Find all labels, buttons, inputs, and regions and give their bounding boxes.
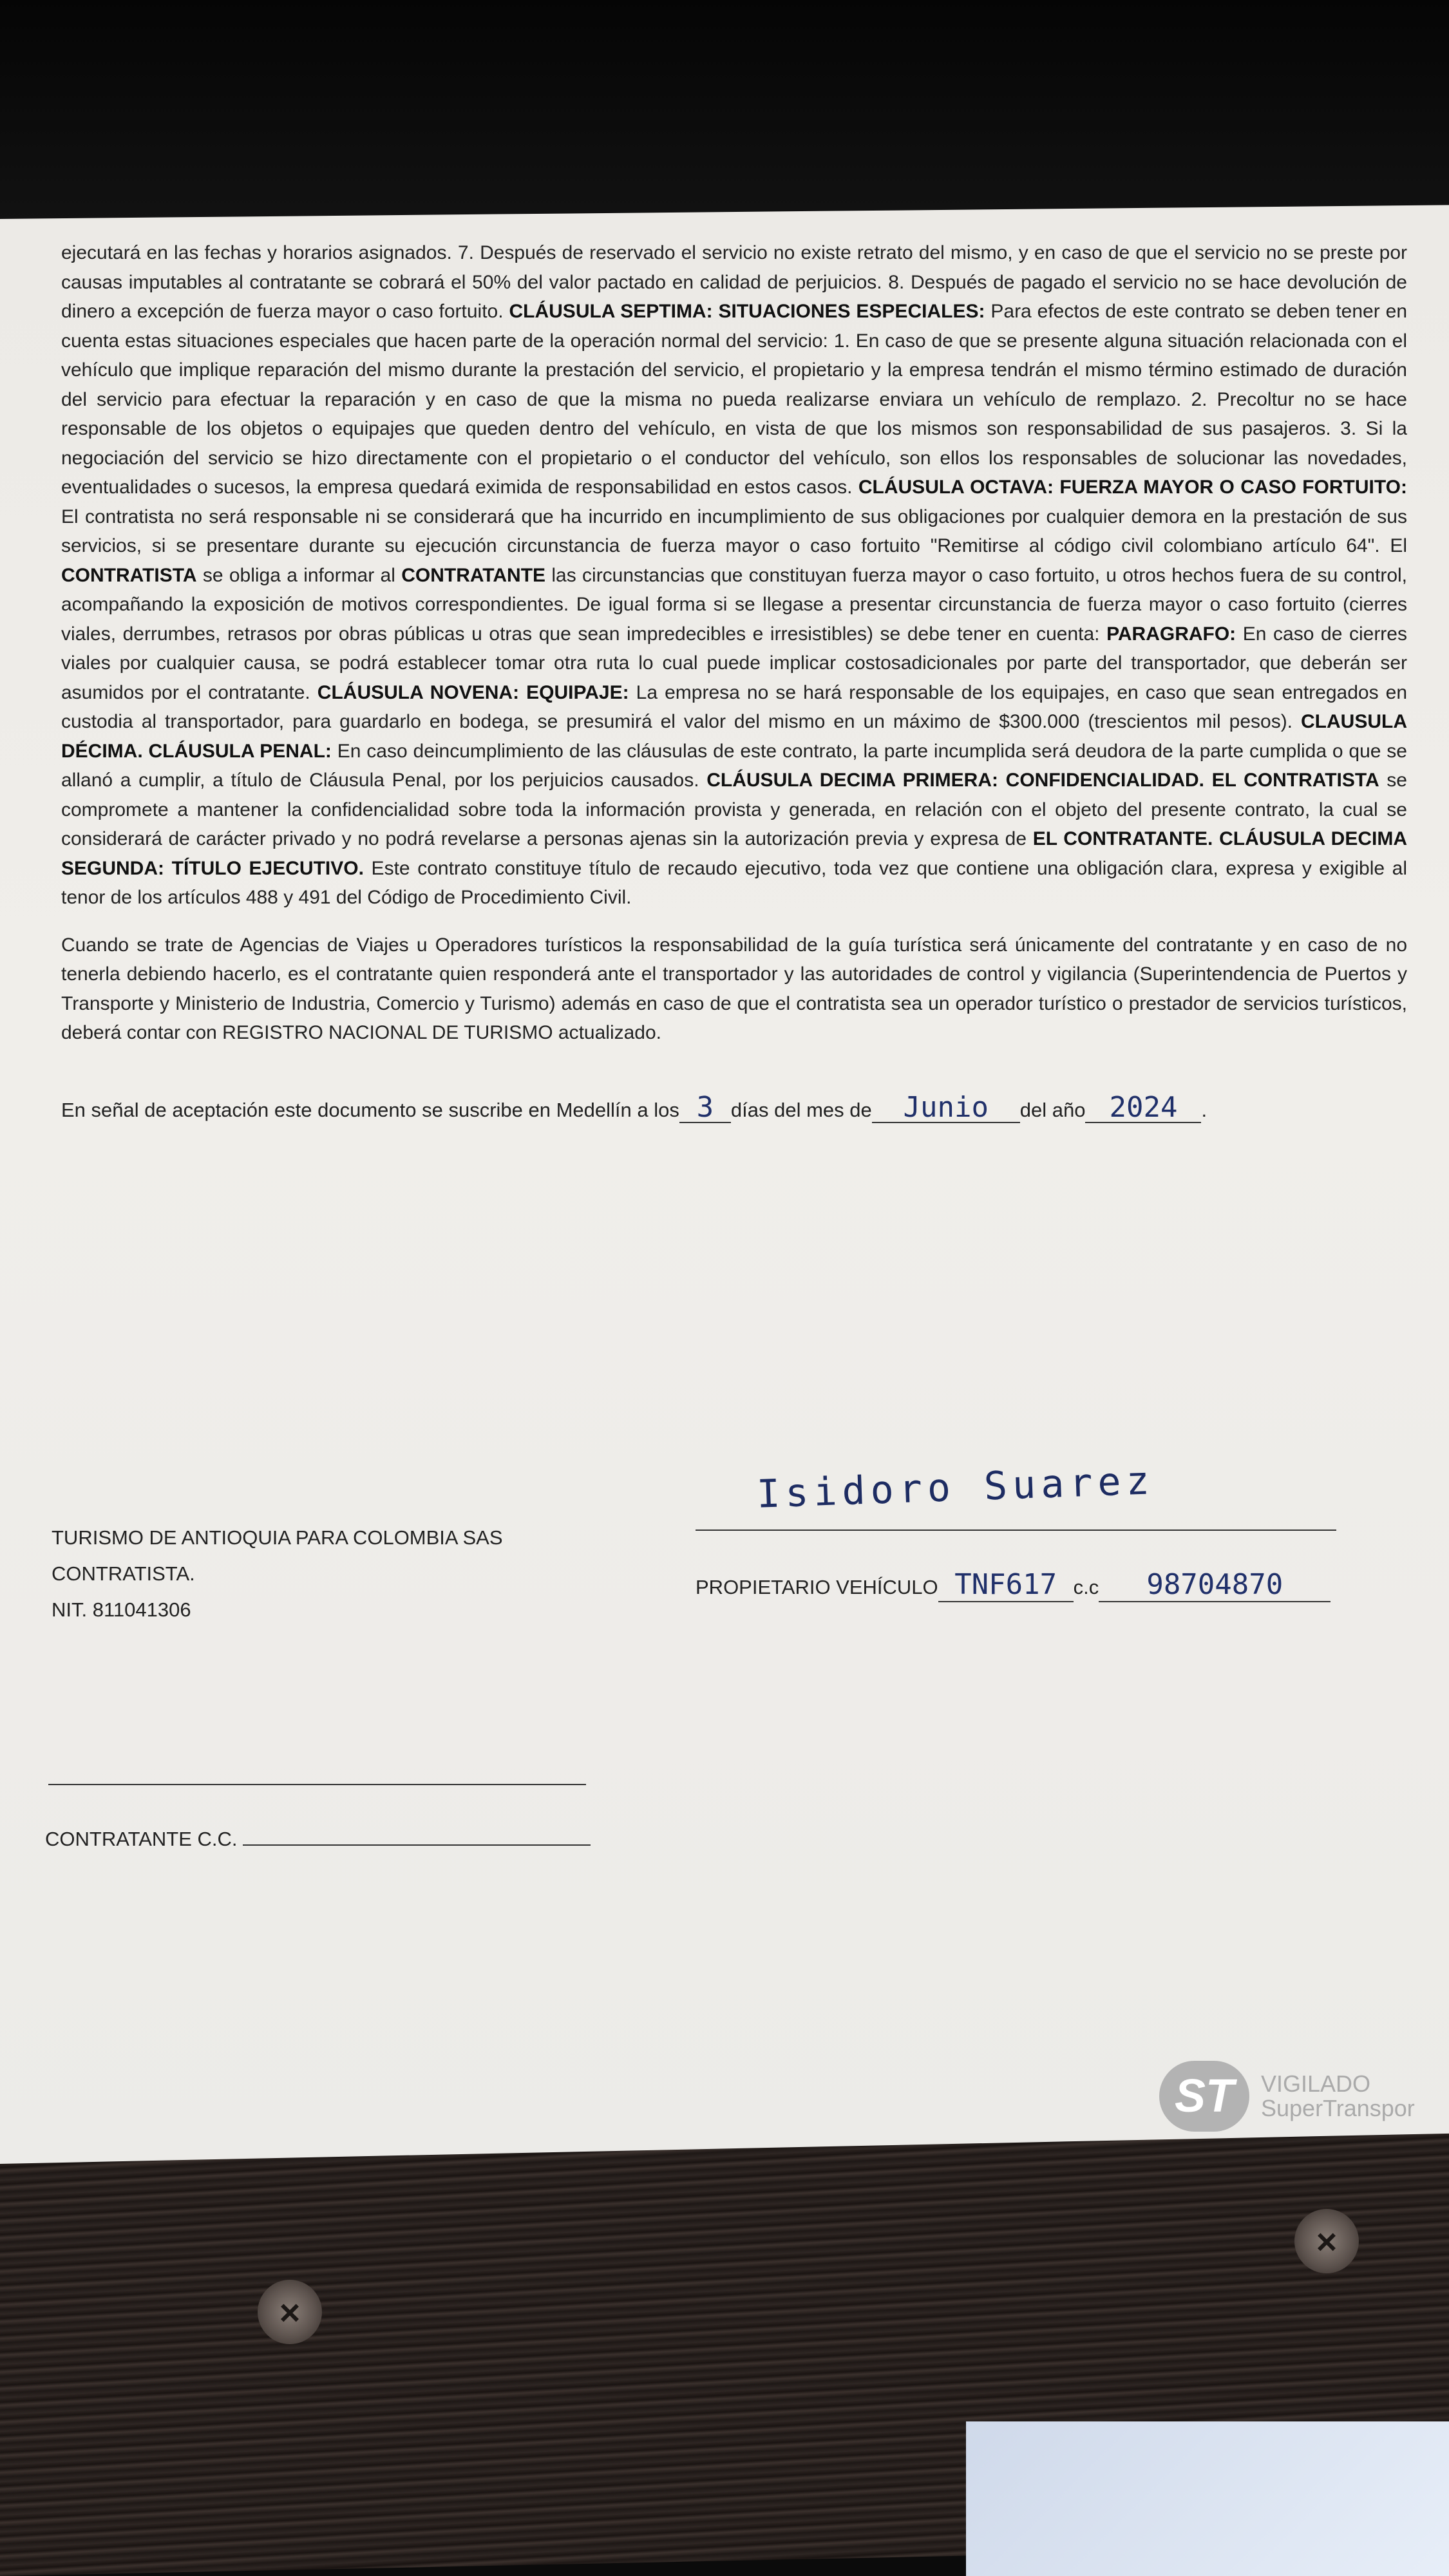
contratante-block xyxy=(45,1828,591,1851)
year-field[interactable]: 2024 xyxy=(1085,1093,1201,1124)
contractor-block xyxy=(52,1520,503,1628)
acceptance-line xyxy=(61,1090,1407,1125)
clauses-paragraph xyxy=(61,238,1407,913)
text-segment: En caso deincumplimiento de las cláusulas de este contrato, la parte incumplida será deudora de la parte cumplida o que se allanó a cumplir, a título de Cláusula Penal, por los perjuicios causados. xyxy=(61,740,1407,791)
clause-heading: CLÁUSULA DECIMA PRIMERA: CONFIDENCIALIDAD. EL CONTRATISTA xyxy=(706,770,1379,791)
contractor-nit: NIT. 811041306 xyxy=(52,1598,191,1621)
text-segment: ejecutará en las fechas y horarios asignados. 7. Después de reservado el servicio no existe retrato del mismo, y en caso de que el servicio no se preste por causas imputables al contratante se cobrará el 50% del valor pactado en calidad de perjuicios. 8. Después de pagado el servicio no se hace devolución de dinero a excepción de fuerza mayor o caso fortuito. xyxy=(61,242,1407,322)
clause-heading: CONTRATANTE xyxy=(401,564,546,586)
text-segment: El contratista no será responsable ni se considerará que ha incurrido en incumplimiento de sus obligaciones por cualquier demora en la prestación de sus servicios, si se presentare durante su ejecución circunstancia de fuerza mayor o caso fortuito "Remitirse al código civil colombiano artículo 64". El xyxy=(61,506,1407,556)
owner-block xyxy=(696,1568,1331,1602)
plate-field[interactable]: TNF617 xyxy=(938,1568,1074,1602)
day-field[interactable]: 3 xyxy=(679,1093,731,1124)
contratante-label: CONTRATANTE C.C. xyxy=(45,1828,238,1850)
floor-tile xyxy=(966,2421,1449,2576)
logo-line2: SuperTranspor xyxy=(1261,2095,1415,2121)
text-segment: Este contrato constituye título de recaudo ejecutivo, toda vez que contiene una obligación clara, expresa y exigible al tenor de los artículos 488 y 491 del Código de Procedimiento Civil. xyxy=(61,857,1408,908)
owner-signature-line[interactable] xyxy=(696,1530,1336,1531)
text-segment: En caso de cierres viales por cualquier causa, se podrá establecer tomar otra ruta lo cual puede implicar costosadicionales por parte del transportador, que deberán ser asumidos por el contratante. xyxy=(61,623,1407,703)
acceptance-mid: días del mes de xyxy=(730,1098,872,1121)
screw-icon: × xyxy=(258,2280,322,2344)
owner-label: PROPIETARIO VEHÍCULO xyxy=(696,1576,938,1598)
screw-icon: × xyxy=(1294,2209,1359,2273)
month-field[interactable]: Junio xyxy=(872,1093,1020,1124)
clause-heading: CLÁUSULA OCTAVA: FUERZA MAYOR O CASO FORTUITO: xyxy=(858,477,1407,498)
acceptance-prefix: En señal de aceptación este documento se suscribe en Medellín a los xyxy=(61,1098,679,1121)
clause-heading: CLÁUSULA NOVENA: EQUIPAJE: xyxy=(317,681,629,703)
year-label: del año xyxy=(1019,1098,1086,1121)
logo-line1: VIGILADO xyxy=(1261,2070,1371,2097)
clause-heading: CLÁUSULA SEPTIMA: SITUACIONES ESPECIALES: xyxy=(509,301,985,322)
contractor-company: TURISMO DE ANTIOQUIA PARA COLOMBIA SAS xyxy=(52,1526,503,1549)
owner-signature: Isidoro Suarez xyxy=(755,1458,1155,1517)
acceptance-end: . xyxy=(1201,1098,1208,1121)
cc-field[interactable]: 98704870 xyxy=(1099,1568,1331,1602)
text-segment: se obliga a informar al xyxy=(196,564,402,586)
contractor-role: CONTRATISTA. xyxy=(52,1562,195,1585)
text-segment: se compromete a mantener la confidencialidad sobre toda la información provista y generada, en relación con el objeto del presente contrato, la cual se considerará de carácter privado y no podrá revelarse a personas ajenas sin la autorización previa y expresa de xyxy=(61,770,1407,849)
text-segment: Para efectos de este contrato se deben tener en cuenta estas situaciones especiales que hacen parte de la operación normal del servicio: 1. En caso de que se presente alguna situación relacionada con el vehículo que implique reparación del mismo durante la prestación del servicio, el propietario y la empresa tendrán el mismo término estimado de duración del servicio para efectuar la reparación y en caso de que la misma no pueda realizarse enviara un vehículo de remplazo. 2. Precoltur no se hace responsable de los objetos o equipajes que queden dentro del vehículo, en vista de que los mismos son responsabilidad de sus pasajeros. 3. Si la negociación del servicio se hizo directamente con el propietario o el conductor del vehículo, son ellos los responsables de solucionar las novedades, eventualidades o sucesos, la empresa quedará eximida de responsabilidad en estos casos. xyxy=(61,301,1407,498)
text-segment: La empresa no se hará responsable de los equipajes, en caso que sean entregados en custodia al transportador, para guardarlo en bodega, se presumirá el valor del mismo en un máximo de $300.000 (trescientos mil pesos). xyxy=(61,681,1408,732)
clause-heading: EL CONTRATANTE. CLÁUSULA DECIMA SEGUNDA: TÍTULO EJECUTIVO. xyxy=(61,828,1407,879)
text-segment: las circunstancias que constituyan fuerza mayor o caso fortuito, u otros hechos fuera de su control, acompañando la exposición de motivos correspondientes. De igual forma si se llegase a presentar circunstancia de fuerza mayor o caso fortuito (cierres viales, derrumbes, retrasos por obras públicas u otras que sean impredecibles e irresistibles) se debe tener en cuenta: xyxy=(61,564,1408,645)
cc-label: c.c xyxy=(1073,1576,1099,1598)
clause-heading: CONTRATISTA xyxy=(61,564,197,586)
contratante-signature-line[interactable] xyxy=(48,1784,586,1785)
supertransporte-logo xyxy=(1159,2061,1415,2132)
logo-mark: ST xyxy=(1159,2061,1249,2132)
contratante-cc-field[interactable] xyxy=(243,1844,591,1846)
clause-heading: PARAGRAFO: xyxy=(1106,623,1236,645)
background-top xyxy=(0,0,1449,225)
agencies-paragraph: Cuando se trate de Agencias de Viajes u Operadores turísticos la responsabilidad de la guía turística será únicamente del contratante y en caso de no tenerla debiendo hacerlo, es el contratante quien responderá ante el transportador y las autoridades de control y vigilancia (Superintendencia de Puertos y Transporte y Ministerio de Industria, Comercio y Turismo) además en caso de que el contratista sea un operador turístico o prestador de servicios turísticos, deberá contar con REGISTRO NACIONAL DE TURISMO actualizado. xyxy=(61,934,1407,1043)
clause-heading: CLAUSULA DÉCIMA. CLÁUSULA PENAL: xyxy=(61,711,1407,762)
contract-body xyxy=(61,238,1407,1144)
logo-text xyxy=(1261,2072,1415,2121)
